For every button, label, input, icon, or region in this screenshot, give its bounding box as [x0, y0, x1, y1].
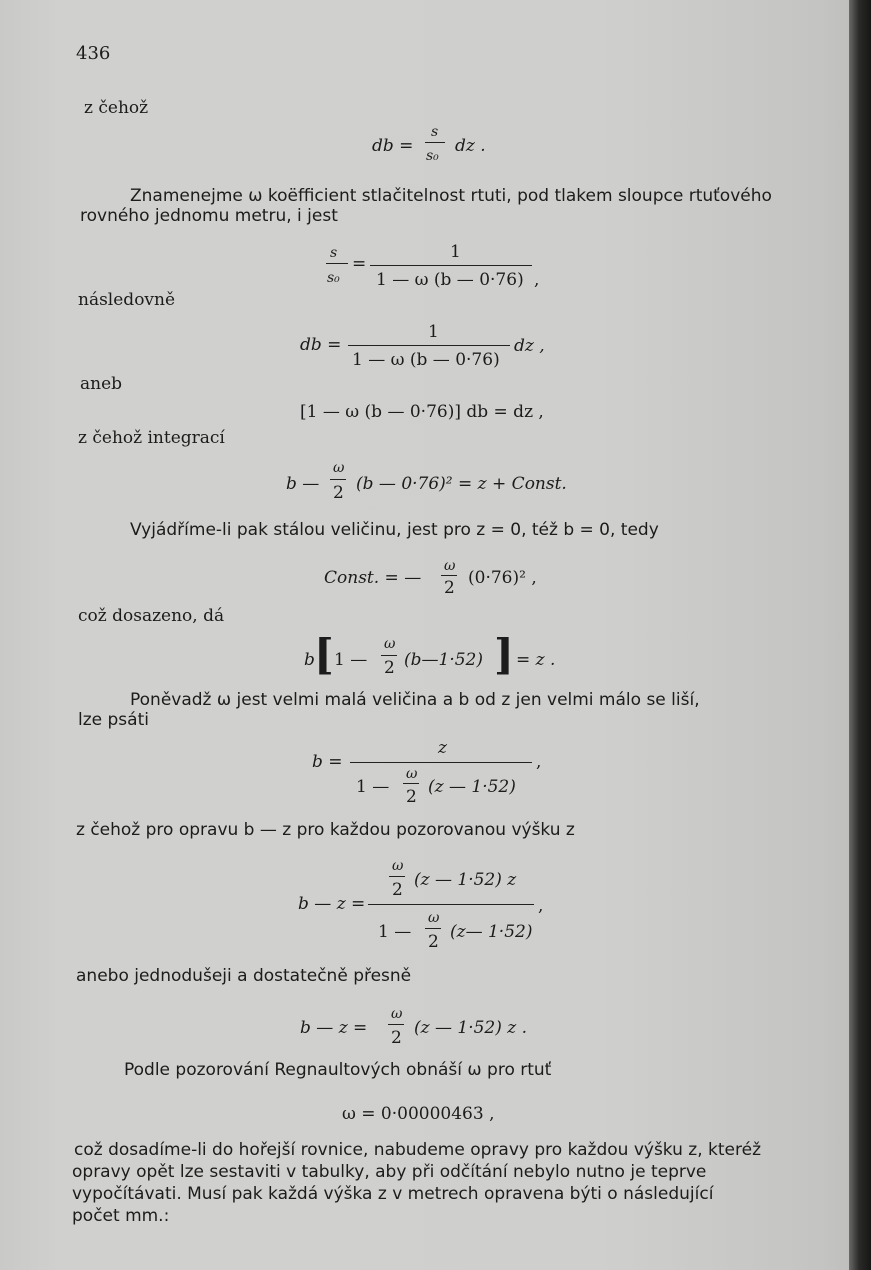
eq-numerator: 1 — [450, 242, 461, 262]
eq-rhs: = z . — [516, 650, 556, 670]
text-line: následovně — [78, 290, 176, 310]
eq-numerator: 1 — [428, 322, 439, 342]
eq-rhs: (b — 0·76)² = z + Const. — [356, 474, 567, 494]
eq-term: (z — 1·52) — [428, 777, 516, 797]
eq-term: 1 — — [378, 922, 412, 942]
eq-rhs: dz . — [455, 136, 486, 156]
fraction-bar — [370, 265, 532, 266]
eq-denominator: 1 — ω (b — 0·76) — [352, 350, 500, 370]
text-line: aneb — [80, 374, 123, 394]
eq-term: (b—1·52) — [404, 650, 483, 670]
paragraph-line: z čehož pro opravu b — z pro každou pozorovanou výšku z — [76, 820, 575, 840]
fraction-bar — [425, 142, 445, 143]
equation-4: [1 — ω (b — 0·76)] db = dz , — [300, 402, 544, 422]
eq-numerator: z — [438, 738, 447, 758]
fraction-bar — [348, 345, 510, 346]
fraction-bar — [350, 762, 532, 763]
eq-denominator: 2 — [444, 578, 455, 598]
paragraph-line: lze psáti — [78, 710, 149, 730]
eq-punct: , — [536, 752, 542, 772]
right-bracket: ] — [494, 630, 514, 679]
eq-denominator: 2 — [406, 787, 417, 807]
eq-numerator: s — [431, 124, 439, 140]
fraction-bar — [388, 1024, 404, 1025]
fraction-bar — [425, 928, 441, 929]
paragraph-line: opravy opět lze sestaviti v tabulky, aby při odčítání nebylo nutno je teprve — [72, 1162, 707, 1182]
fraction-bar — [403, 783, 419, 784]
page-number: 436 — [76, 43, 111, 64]
eq-denominator: 2 — [428, 932, 439, 952]
eq-term: 1 — — [334, 650, 368, 670]
paragraph-line: Poněvadž ω jest velmi malá veličina a b od z jen velmi málo se liší, — [130, 690, 700, 710]
eq-lhs: b — z = — [300, 1018, 368, 1038]
eq-equals: = — [352, 254, 367, 274]
fraction-bar — [326, 263, 348, 264]
eq-numerator: ω — [384, 636, 396, 652]
fraction-bar — [330, 479, 346, 480]
paragraph-line: počet mm.: — [72, 1206, 170, 1226]
eq-numerator: ω — [444, 558, 456, 574]
eq-lhs: b — z = — [298, 894, 366, 914]
paragraph-line: což dosadíme-li do hořejší rovnice, nabudeme opravy pro každou výšku z, kteréž — [74, 1140, 761, 1160]
eq-denominator: 2 — [333, 483, 344, 503]
book-spine-shadow — [849, 0, 871, 1270]
fraction-bar — [368, 904, 534, 905]
equation-11: ω = 0·00000463 , — [342, 1104, 495, 1124]
eq-lhs: b — [304, 650, 315, 670]
text-line: což dosazeno, dá — [78, 606, 225, 626]
eq-numerator: ω — [406, 766, 418, 782]
eq-denominator: s₀ — [426, 148, 439, 164]
eq-term: 1 — — [356, 777, 390, 797]
paragraph-line: Znamenejme ω koëfficient stlačitelnost rtuti, pod tlakem sloupce rtuťového — [130, 186, 772, 206]
eq-numerator: ω — [333, 460, 345, 476]
eq-denominator: 2 — [391, 1028, 402, 1048]
eq-lhs: b — — [286, 474, 320, 494]
eq-numerator: s — [330, 245, 338, 261]
eq-numerator: ω — [428, 910, 440, 926]
eq-punct: , — [538, 896, 544, 916]
eq-lhs: db = — [372, 136, 414, 156]
left-bracket: [ — [314, 630, 334, 679]
eq-lhs: b = — [312, 752, 343, 772]
eq-denominator: 2 — [392, 880, 403, 900]
eq-lhs: Const. = — — [324, 568, 422, 588]
eq-punct: , — [534, 270, 540, 290]
eq-denominator: 2 — [384, 658, 395, 678]
eq-numerator: ω — [391, 1006, 403, 1022]
fraction-bar — [389, 876, 405, 877]
paragraph-line: rovného jednomu metru, i jest — [80, 206, 338, 226]
paragraph-line: Podle pozorování Regnaultových obnáší ω pro rtuť — [124, 1060, 552, 1080]
text-line: z čehož — [84, 98, 149, 118]
eq-rhs: (z — 1·52) z . — [414, 1018, 528, 1038]
paragraph-line: vypočítávati. Musí pak každá výška z v metrech opravena býti o následující — [72, 1184, 714, 1204]
paragraph-line: anebo jednodušeji a dostatečně přesně — [76, 966, 412, 986]
eq-rhs: dz , — [514, 336, 545, 356]
eq-numerator: ω — [392, 858, 404, 874]
eq-rhs: (0·76)² , — [468, 568, 537, 588]
paragraph-line: Vyjádříme-li pak stálou veličinu, jest pro z = 0, též b = 0, tedy — [130, 520, 659, 540]
text-line: z čehož integrací — [78, 428, 225, 448]
eq-lhs: db = — [300, 335, 342, 355]
fraction-bar — [381, 655, 397, 656]
fraction-bar — [441, 575, 457, 576]
eq-denominator: s₀ — [327, 270, 340, 286]
eq-term: (z— 1·52) — [450, 922, 533, 942]
eq-denominator: 1 — ω (b — 0·76) — [376, 270, 524, 290]
eq-term: (z — 1·52) z — [414, 870, 517, 890]
